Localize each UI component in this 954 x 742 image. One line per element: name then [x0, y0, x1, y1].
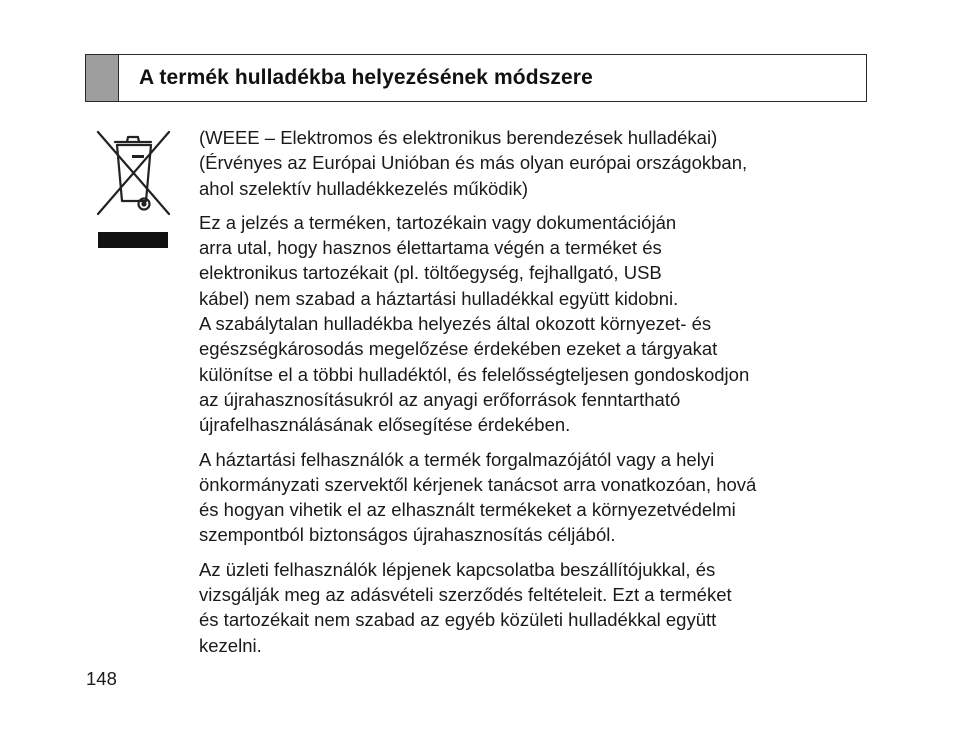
text-line: kábel) nem szabad a háztartási hulladékkal együtt kidobni.: [199, 287, 679, 309]
text-line: Az üzleti felhasználók lépjenek kapcsolatba beszállítójukkal, és: [199, 558, 716, 580]
heading-marker: [86, 55, 119, 101]
document-body: [199, 125, 869, 658]
weee-bar: [98, 232, 168, 248]
page-title: A termék hulladékba helyezésének módszere: [139, 66, 593, 89]
section-heading-box: [85, 54, 867, 102]
paragraph-1: [199, 210, 869, 438]
text-line: önkormányzati szervektől kérjenek tanácsot arra vonatkozóan, hová: [199, 473, 757, 495]
text-line: és hogyan vihetik el az elhasznált termékeket a környezetvédelmi: [199, 499, 736, 521]
text-line: arra utal, hogy hasznos élettartama végén a terméket és: [199, 237, 662, 259]
paragraph-2: [199, 447, 869, 548]
text-line: A szabálytalan hulladékba helyezés által okozott környezet- és: [199, 313, 712, 335]
text-line: elektronikus tartozékait (pl. töltőegység, fejhallgató, USB: [199, 262, 662, 284]
text-line: (WEEE – Elektromos és elektronikus berendezések hulladékai): [199, 127, 718, 148]
text-line: ahol szelektív hulladékkezelés működik): [199, 177, 529, 199]
text-line: újrafelhasználásának elősegítése érdekében.: [199, 414, 571, 436]
text-line: egészségkárosodás megelőzése érdekében ezeket a tárgyakat: [199, 338, 718, 360]
crossed-out-wheeled-bin-icon: [93, 127, 173, 219]
weee-intro: [199, 125, 869, 201]
page-number: 148: [86, 668, 117, 689]
text-line: A háztartási felhasználók a termék forgalmazójától vagy a helyi: [199, 448, 715, 470]
text-line: különítse el a többi hulladéktól, és felelősségteljesen gondoskodjon: [199, 363, 750, 385]
text-line: az újrahasznosításukról az anyagi erőforrások fenntartható: [199, 388, 681, 410]
text-line: Ez a jelzés a terméken, tartozékain vagy dokumentációján: [199, 211, 677, 233]
paragraph-3: [199, 557, 869, 658]
text-line: vizsgálják meg az adásvételi szerződés feltételeit. Ezt a terméket: [199, 584, 732, 606]
text-line: szempontból biztonságos újrahasznosítás céljából.: [199, 524, 616, 546]
text-line: és tartozékait nem szabad az egyéb közületi hulladékkal együtt: [199, 609, 717, 631]
text-line: kezelni.: [199, 634, 262, 656]
text-line: (Érvényes az Európai Unióban és más olyan európai országokban,: [199, 152, 748, 174]
